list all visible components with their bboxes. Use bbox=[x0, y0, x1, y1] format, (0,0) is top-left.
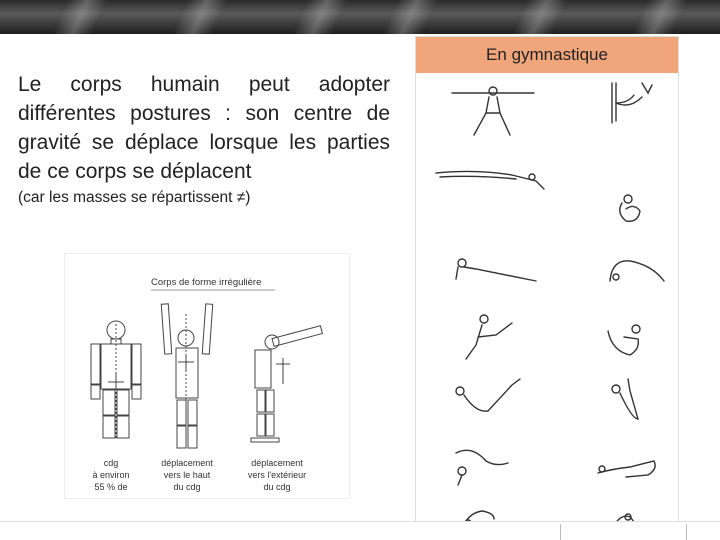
main-paragraph: Le corps humain peut adopter différentes postures : son centre de gravité se déplace lorsque les parties de ce corps se déplacent bbox=[18, 73, 390, 183]
gymnast-sketch-leap bbox=[466, 315, 512, 359]
top-decorative-banner bbox=[0, 0, 720, 34]
caption-2-line-2: vers le haut bbox=[163, 470, 211, 480]
caption-1-line-3: 55 % de bbox=[94, 482, 128, 492]
caption-2-line-3: du cdg bbox=[173, 482, 201, 492]
gymnast-sketch-dive bbox=[598, 461, 655, 477]
gymnast-sketch-handstand-split bbox=[612, 83, 652, 123]
gymnast-sketch-curl bbox=[608, 325, 640, 355]
gymnast-sketch-tuck bbox=[620, 195, 640, 221]
figure-title: Corps de forme irrégulière bbox=[151, 277, 262, 288]
gymnastics-panel bbox=[415, 36, 679, 522]
standing-body-figure bbox=[91, 321, 141, 439]
caption-1-line-2: à environ bbox=[92, 470, 130, 480]
center-of-gravity-figure bbox=[64, 253, 350, 499]
gymnast-sketch-horizontal-lever bbox=[436, 171, 544, 189]
body-postures-diagram bbox=[65, 254, 349, 498]
caption-3-line-3: du cdg bbox=[263, 482, 291, 492]
gymnastics-header: En gymnastique bbox=[416, 37, 678, 73]
caption-2-line-1: déplacement bbox=[161, 458, 213, 468]
arms-raised-body-figure bbox=[161, 304, 212, 449]
caption-3-line-1: déplacement bbox=[251, 458, 303, 468]
note-text: (car les masses se répartissent ≠) bbox=[18, 189, 251, 206]
slide-body bbox=[18, 70, 390, 208]
gymnastics-sketches bbox=[416, 73, 678, 521]
gymnast-sketch-front-support bbox=[456, 259, 536, 281]
gymnast-sketch-tumble bbox=[462, 511, 494, 521]
gymnast-sketch-cross bbox=[452, 87, 534, 135]
gymnast-sketch-pike bbox=[612, 379, 638, 419]
bottom-decorative-bar bbox=[0, 521, 720, 540]
caption-3-line-2: vers l'extérieur bbox=[247, 470, 307, 480]
gymnast-sketch-backbend bbox=[610, 261, 664, 281]
gymnast-sketch-squat bbox=[612, 514, 635, 521]
figure-captions bbox=[92, 458, 306, 492]
gymnast-sketch-stretch-jump bbox=[456, 379, 520, 411]
arm-extended-body-figure bbox=[251, 326, 322, 442]
gymnast-sketch-roll bbox=[456, 450, 508, 485]
caption-1-line-1: cdg bbox=[103, 458, 119, 468]
